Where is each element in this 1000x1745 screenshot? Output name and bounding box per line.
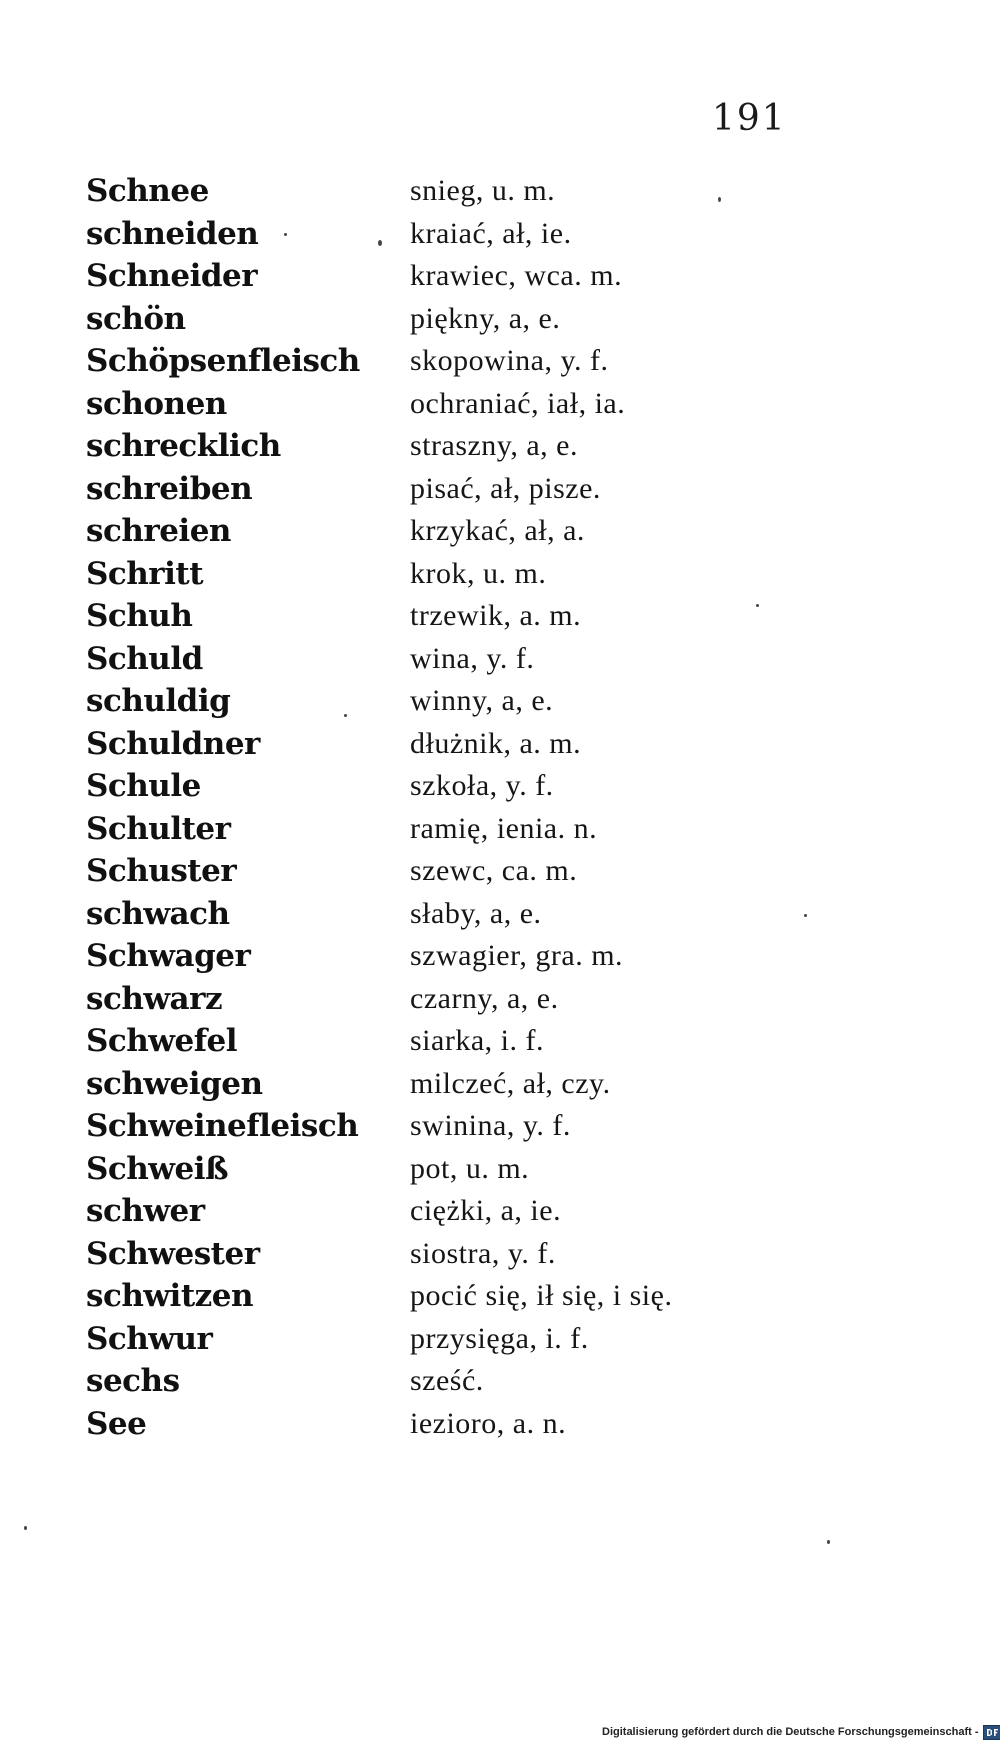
dfg-logo-icon: [983, 1725, 1000, 1740]
dictionary-entry: [86, 383, 846, 426]
german-headword: Schritt: [86, 555, 204, 592]
polish-translation: szkoła, y. f.: [410, 769, 554, 802]
german-headword: Schuldner: [86, 725, 260, 762]
polish-translation: słaby, a, e.: [410, 896, 542, 930]
dictionary-entry: [86, 638, 846, 681]
dictionary-entry: [86, 213, 846, 256]
german-headword: Schwester: [86, 1235, 260, 1272]
dictionary-entry: [86, 1190, 846, 1233]
polish-translation: krawiec, wca. m.: [410, 259, 623, 292]
polish-translation: milczeć, ał, czy.: [410, 1066, 611, 1100]
german-headword: schwach: [86, 895, 230, 932]
dictionary-entry: [86, 1403, 846, 1446]
dictionary-entry: [86, 1275, 846, 1318]
scan-speck: [24, 1526, 27, 1530]
dictionary-entry: [86, 1318, 846, 1361]
polish-translation: dłużnik, a. m.: [410, 726, 582, 760]
dictionary-entry: [86, 808, 846, 851]
dictionary-entry: [86, 170, 846, 213]
polish-translation: snieg, u. m.: [410, 174, 556, 207]
polish-translation: szwagier, gra. m.: [410, 939, 624, 972]
german-headword: Schweinefleisch: [86, 1108, 359, 1144]
dictionary-entry: [86, 893, 846, 936]
dictionary-entry: [86, 765, 846, 808]
scan-speck: [804, 914, 807, 917]
german-headword: Schuster: [86, 853, 237, 889]
german-headword: schweigen: [86, 1065, 263, 1102]
dictionary-entry: [86, 553, 846, 596]
polish-translation: kraiać, ał, ie.: [410, 216, 572, 250]
polish-translation: siarka, i. f.: [410, 1024, 544, 1057]
scan-speck: [827, 1540, 830, 1544]
scan-speck: [378, 240, 382, 246]
german-headword: schwitzen: [86, 1278, 254, 1314]
polish-translation: siostra, y. f.: [410, 1236, 556, 1270]
german-headword: Schuh: [86, 598, 193, 634]
polish-translation: pisać, ał, pisze.: [410, 471, 601, 505]
polish-translation: trzewik, a. m.: [410, 599, 582, 632]
polish-translation: krzykać, ał, a.: [410, 514, 585, 547]
german-headword: schreien: [86, 513, 231, 549]
german-headword: Schnee: [86, 173, 209, 209]
german-headword: schneiden: [86, 215, 259, 252]
dictionary-entry: [86, 1148, 846, 1191]
german-headword: Schuld: [86, 640, 203, 677]
german-headword: schwer: [86, 1193, 205, 1229]
polish-translation: piękny, a, e.: [410, 301, 561, 335]
polish-translation: sześć.: [410, 1364, 484, 1397]
dictionary-entry: [86, 935, 846, 978]
dictionary-entry: [86, 425, 846, 468]
german-headword: Schwur: [86, 1320, 213, 1357]
polish-translation: pot, u. m.: [410, 1151, 530, 1185]
dictionary-entry: [86, 680, 846, 723]
german-headword: schrecklich: [86, 428, 281, 464]
polish-translation: ochraniać, iał, ia.: [410, 386, 626, 420]
footer-credit: Digitalisierung gefördert durch die Deutsche Forschungsgemeinschaft -: [602, 1726, 979, 1738]
german-headword: Schwager: [86, 938, 251, 974]
polish-translation: swinina, y. f.: [410, 1109, 571, 1142]
dictionary-entry: [86, 1360, 846, 1403]
dictionary-entry: [86, 595, 846, 638]
german-headword: schön: [86, 300, 186, 337]
polish-translation: szewc, ca. m.: [410, 854, 578, 887]
polish-translation: przysięga, i. f.: [410, 1321, 589, 1355]
german-headword: Schulter: [86, 810, 231, 847]
dictionary-entry: [86, 1063, 846, 1106]
german-headword: schwarz: [86, 980, 223, 1017]
page-number: 191: [712, 98, 787, 139]
scan-speck: [756, 604, 759, 607]
polish-translation: pocić się, ił się, i się.: [410, 1279, 673, 1312]
german-headword: Schöpsenfleisch: [86, 343, 360, 379]
german-headword: Schweiß: [86, 1150, 229, 1187]
polish-translation: ramię, ienia. n.: [410, 811, 598, 845]
polish-translation: skopowina, y. f.: [410, 344, 609, 377]
german-headword: schonen: [86, 385, 227, 422]
polish-translation: straszny, a, e.: [410, 429, 578, 462]
polish-translation: czarny, a, e.: [410, 981, 559, 1015]
german-headword: Schwefel: [86, 1023, 238, 1059]
polish-translation: wina, y. f.: [410, 641, 535, 675]
dictionary-entry: [86, 255, 846, 298]
german-headword: schuldig: [86, 683, 231, 719]
dictionary-entry: [86, 1020, 846, 1063]
polish-translation: winny, a, e.: [410, 684, 554, 717]
dictionary-entry: [86, 468, 846, 511]
dictionary-entry: [86, 978, 846, 1021]
dictionary-entry: [86, 850, 846, 893]
dictionary-entry: [86, 340, 846, 383]
dictionary-entry: [86, 1233, 846, 1276]
dictionary-entry: [86, 723, 846, 766]
scan-speck: [344, 714, 347, 717]
german-headword: sechs: [86, 1363, 180, 1399]
german-headword: Schneider: [86, 258, 258, 294]
polish-translation: iezioro, a. n.: [410, 1406, 567, 1440]
dictionary-entry: [86, 298, 846, 341]
scan-speck: [718, 197, 721, 202]
digitization-footer: [602, 1724, 1000, 1740]
german-headword: See: [86, 1405, 147, 1442]
polish-translation: krok, u. m.: [410, 556, 547, 590]
polish-translation: ciężki, a, ie.: [410, 1194, 562, 1227]
dictionary-entry: [86, 510, 846, 553]
dictionary-entry: [86, 1105, 846, 1148]
scan-speck: [284, 233, 287, 236]
dictionary-entry-list: [86, 170, 846, 1445]
german-headword: schreiben: [86, 470, 253, 507]
german-headword: Schule: [86, 768, 201, 804]
